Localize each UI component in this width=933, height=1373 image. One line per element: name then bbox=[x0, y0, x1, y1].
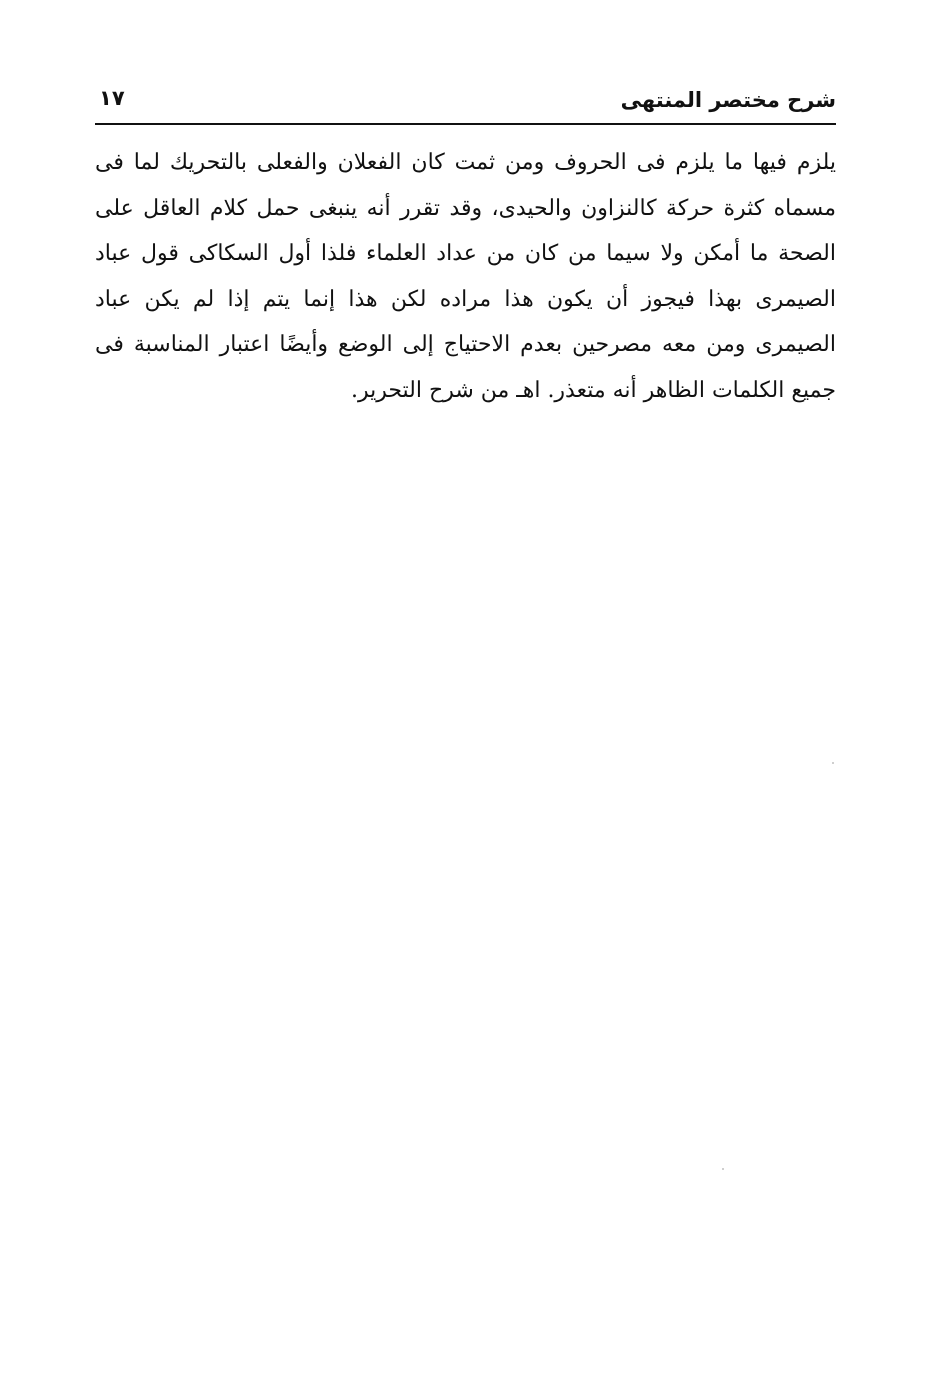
scan-speck bbox=[832, 762, 834, 764]
text-line-1: يلزم فيها ما يلزم فى الحروف ومن ثمت كان الفعلان والفعلى بالتحريك لما فى bbox=[95, 150, 836, 175]
running-title: شرح مختصر المنتهى bbox=[620, 88, 836, 112]
scan-speck bbox=[722, 1168, 724, 1170]
text-line-3: الصحة ما أمكن ولا سيما من كان من عداد العلماء فلذا أول السكاكى قول عباد bbox=[95, 241, 836, 266]
text-line-5: الصيمرى ومن معه مصرحين بعدم الاحتياج إلى الوضع وأيضًا اعتبار المناسبة فى bbox=[95, 332, 836, 357]
header-rule bbox=[95, 123, 836, 125]
page-number: ١٧ bbox=[99, 86, 125, 110]
text-line-2: مسماه كثرة حركة كالنزاون والحيدى، وقد تقرر أنه ينبغى حمل كلام العاقل على bbox=[95, 195, 836, 221]
text-line-6: جميع الكلمات الظاهر أنه متعذر. اهـ من شرح التحرير. bbox=[350, 377, 836, 403]
page-header bbox=[95, 80, 836, 120]
body-text bbox=[95, 140, 836, 413]
text-line-4: الصيمرى بهذا فيجوز أن يكون هذا مراده لكن هذا إنما يتم إذا لم يكن عباد bbox=[95, 286, 836, 312]
